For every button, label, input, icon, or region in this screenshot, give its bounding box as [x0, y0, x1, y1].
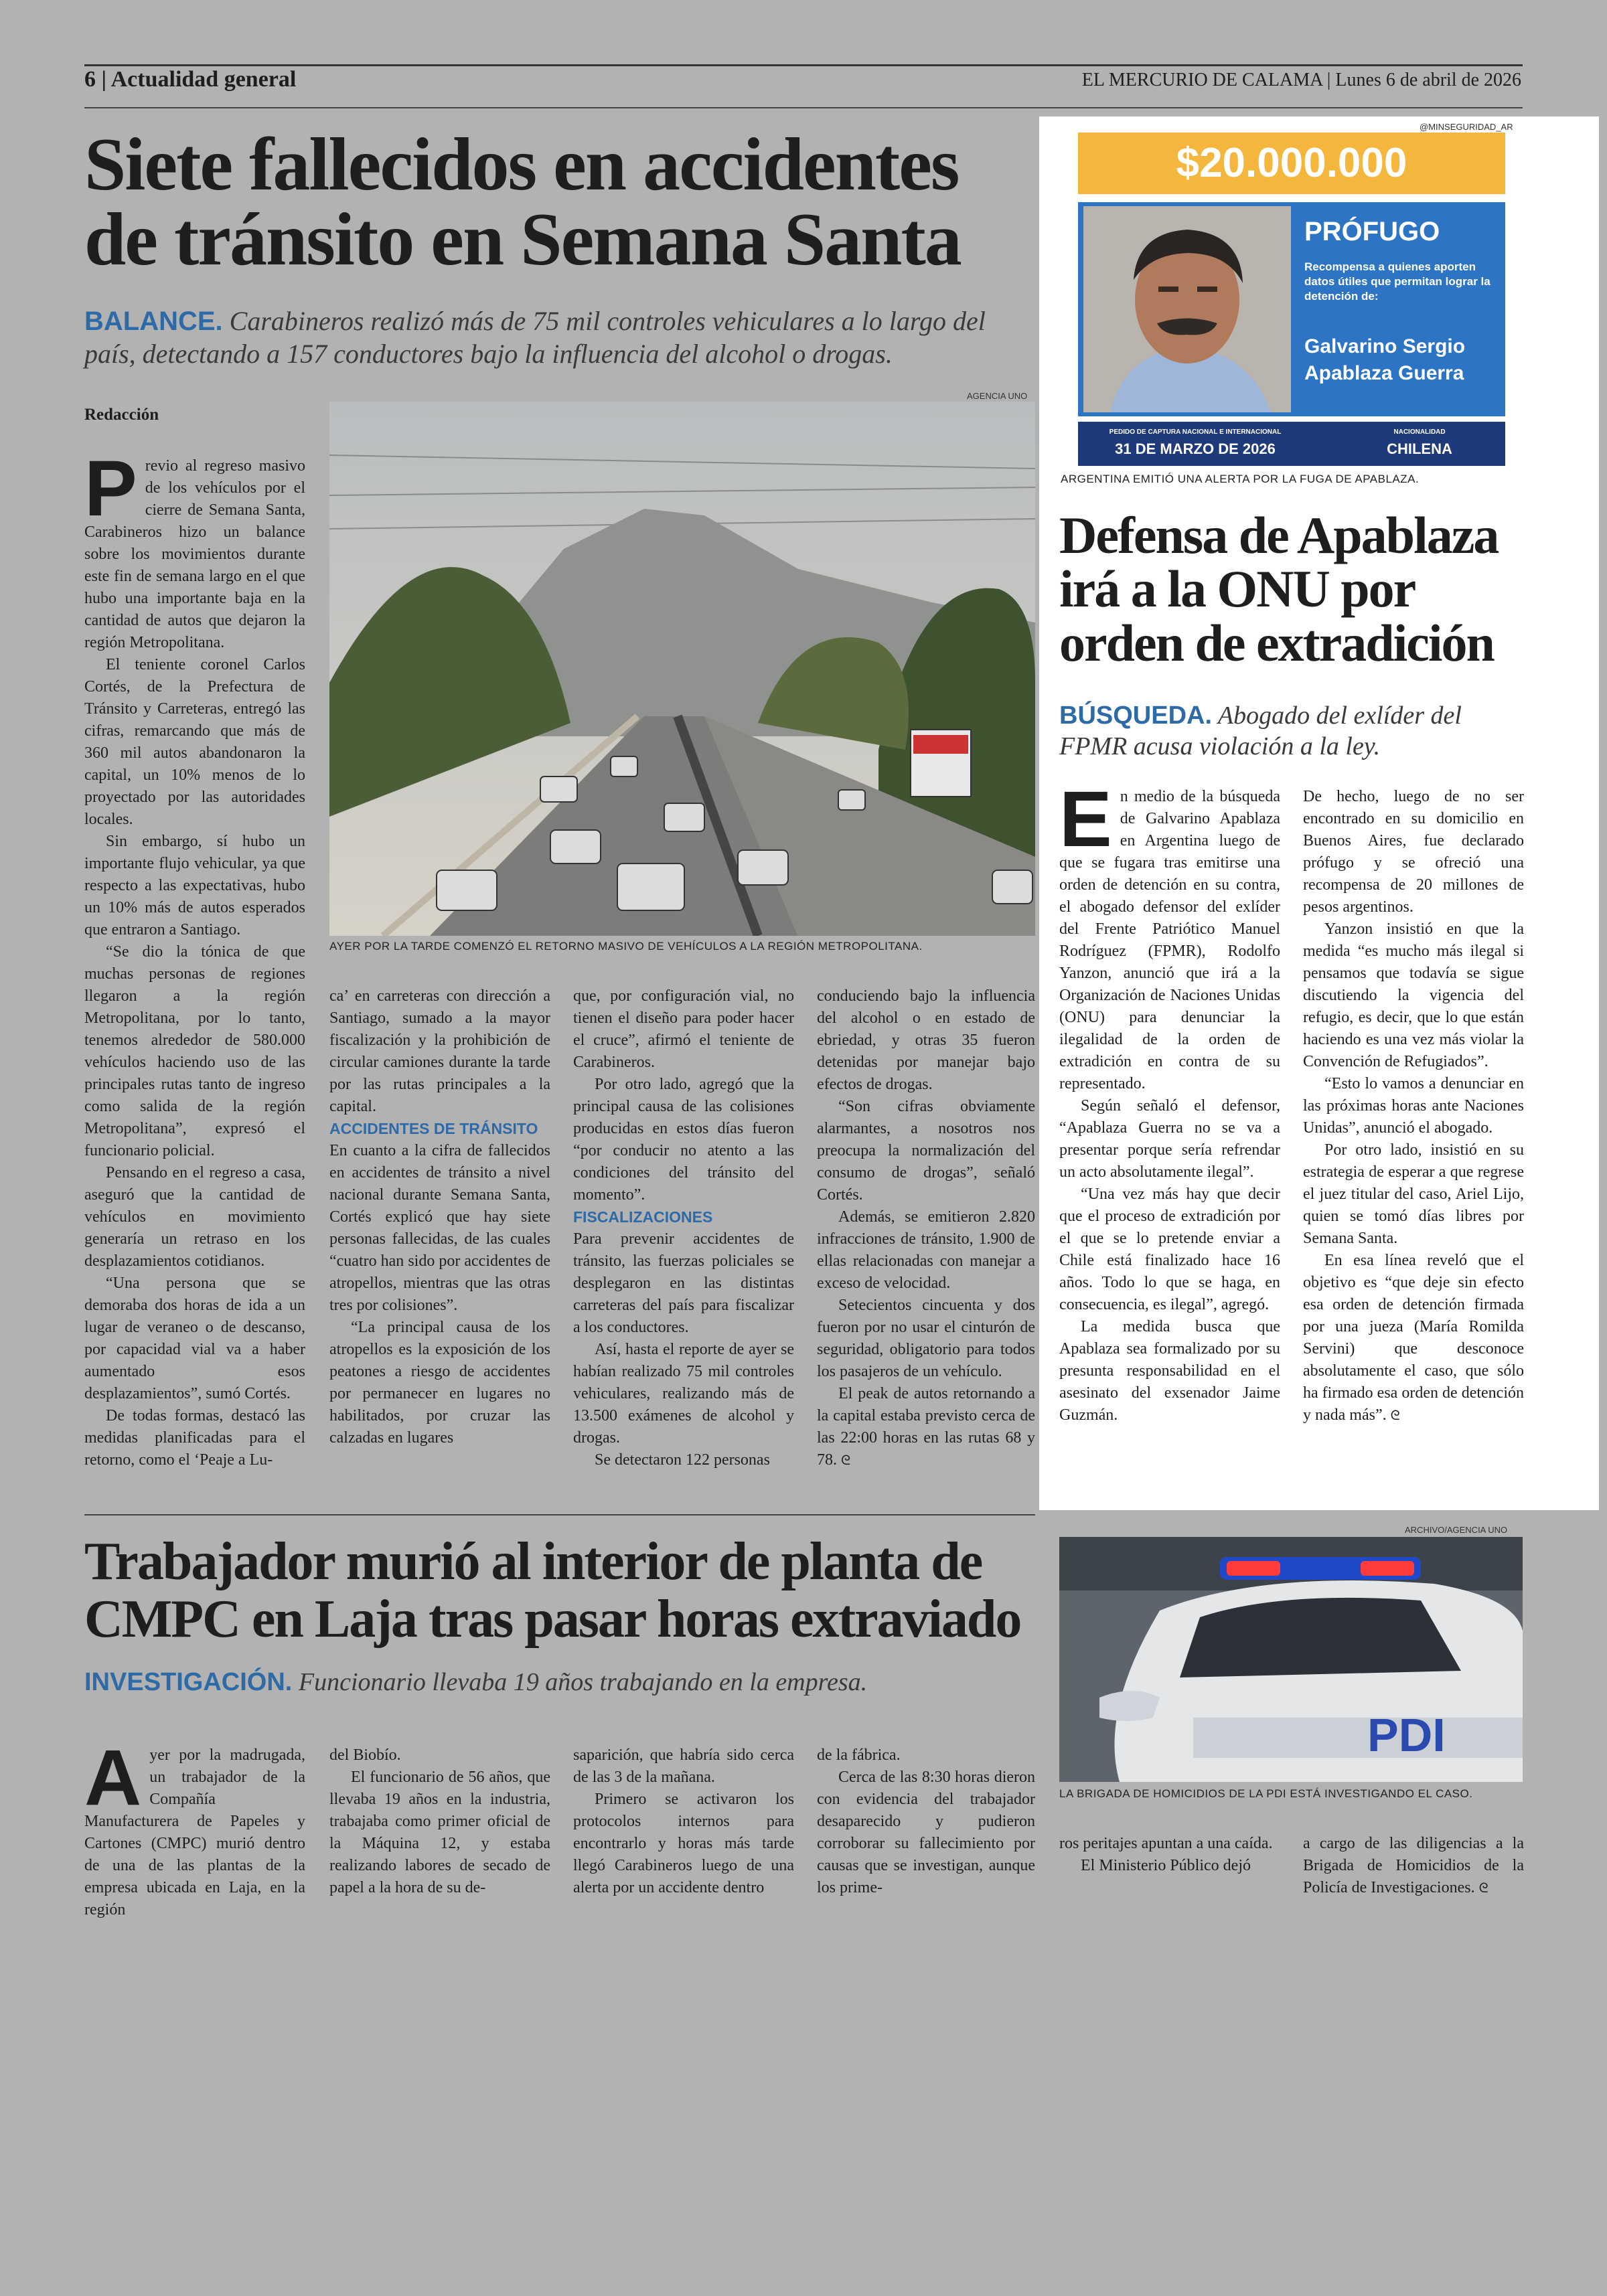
paragraph: En cuanto a la cifra de fallecidos en accidentes de tránsito a nivel nacional durante Semana Santa, Cortés explicó que hay siete personas fallecidas, de las cuales “cuatro han sido por accidentes de atropellos, mientras que las otras tres por colisiones”. [329, 1142, 550, 1314]
article1-column-2 [329, 985, 550, 1449]
paragraph: conduciendo bajo la influencia del alcohol o en estado de ebriedad, y otras 35 fueron detenidas por manejar bajo efectos de drogas. [817, 987, 1035, 1093]
paragraph-text: En esa línea reveló que el objetivo es “que deje sin efecto esa orden de detención firmada por una jueza (María Romilda Servini) que desconoce absolutamente el caso, que sólo ha firmado esa orden de detención y nada más”. [1303, 1252, 1524, 1424]
article3-column-3 [573, 1744, 794, 1899]
article1-title: Siete fallecidos en accidentes de tránsito en Semana Santa [84, 123, 961, 281]
paragraph: “Esto lo vamos a denunciar en las próximas horas ante Naciones Unidas”, anunció el abogado. [1303, 1075, 1524, 1137]
paragraph: El teniente coronel Carlos Cortés, de la Prefectura de Tránsito y Carreteras, entregó las cifras, remarcando que más de 360 mil autos abandonaron la capital, un 10% menos de lo proyectado por las autoridades locales. [84, 656, 305, 828]
poster-footer-left-label: PEDIDO DE CAPTURA NACIONAL E INTERNACIONAL [1109, 428, 1282, 436]
poster-name-line2: Apablaza Guerra [1304, 362, 1464, 384]
article1-column-4 [817, 985, 1035, 1471]
article2-column-2 [1303, 786, 1524, 1426]
paragraph: El Ministerio Público dejó [1081, 1857, 1251, 1874]
poster-footer [1078, 422, 1505, 466]
article3-lead [84, 1667, 1035, 1698]
highway-photo-svg [329, 402, 1035, 936]
article3-column-6 [1303, 1833, 1524, 1899]
header-top-rule [84, 64, 1523, 66]
article3-column-5 [1059, 1833, 1280, 1877]
article2-lead [1059, 700, 1521, 762]
paragraph: La medida busca que Apablaza sea formalizado por su presunta responsabilidad en el asesinato del exsenador Jaime Guzmán. [1059, 1318, 1280, 1424]
section-name: Actualidad general [110, 67, 297, 92]
article1-column-3 [573, 985, 794, 1471]
poster-footer-left-value: 31 DE MARZO DE 2026 [1115, 440, 1276, 457]
article3-title: Trabajador murió al interior de planta de CMPC en Laja tras pasar horas extraviado [84, 1532, 1021, 1649]
article1-lead [84, 305, 1035, 371]
article1-subhead-fiscalizaciones: FISCALIZACIONES [573, 1208, 713, 1226]
paragraph: Además, se emitieron 2.820 infracciones de tránsito, 1.900 de ellas relacionadas con manejar a exceso de velocidad. [817, 1208, 1035, 1292]
paragraph: Así, hasta el reporte de ayer se habían realizado 75 mil controles vehiculares, realizando más de 13.500 exámenes de alcohol y drogas. [573, 1341, 794, 1447]
end-mark-icon: ᘓ [841, 1452, 851, 1468]
poster-reward: $20.000.000 [1078, 133, 1505, 194]
page-header-left: 6 | Actualidad general [84, 67, 297, 92]
end-mark-icon: ᘓ [1478, 1880, 1488, 1896]
article1-subhead-accidentes: ACCIDENTES DE TRÁNSITO [329, 1120, 538, 1137]
paragraph: del Biobío. [329, 1746, 401, 1764]
article1-byline: Redacción [84, 406, 159, 424]
paragraph: que, por configuración vial, no tienen el diseño para poder hacer el cruce”, afirmó el teniente de Carabineros. [573, 987, 794, 1071]
paragraph: Yanzon insistió en que la medida “es mucho más ilegal si pensamos que todavía se sigue discutiendo la vigencia del refugio, es decir, que lo que están haciendo es una vez más violar la Convención de Refugiados”. [1303, 920, 1524, 1070]
article3-photo [1059, 1537, 1523, 1782]
paragraph: De todas formas, destacó las medidas planificadas para el retorno, como el ‘Peaje a Lu- [84, 1407, 305, 1469]
paragraph: “Son cifras obviamente alarmantes, a nosotros nos preocupa la normalización del consumo de drogas”, señaló Cortés. [817, 1098, 1035, 1204]
paragraph: de la fábrica. [817, 1746, 901, 1764]
article3-photo-credit: ARCHIVO/AGENCIA UNO [1405, 1525, 1508, 1535]
end-mark-icon: ᘓ [1390, 1407, 1400, 1423]
article2-title: Defensa de Apablaza irá a la ONU por orden de extradición [1059, 506, 1499, 672]
paragraph: Sin embargo, sí hubo un importante flujo vehicular, ya que respecto a las expectativas, hubo un 10% más de autos esperados que entraron a Santiago. [84, 833, 305, 938]
poster-name [1304, 333, 1465, 387]
article3-column-4 [817, 1744, 1035, 1899]
poster-reward-text: Recompensa a quienes aporten datos útiles que permitan lograr la detención de: [1304, 260, 1490, 303]
article3-photo-caption: LA BRIGADA DE HOMICIDIOS DE LA PDI ESTÁ INVESTIGANDO EL CASO. [1059, 1787, 1473, 1800]
paragraph: Pensando en el regreso a casa, aseguró que la cantidad de vehículos en movimiento generaría un retraso en los desplazamientos cotidianos. [84, 1164, 305, 1270]
paragraph [817, 1383, 1035, 1471]
poster-status: PRÓFUGO [1304, 217, 1440, 246]
poster-name-line1: Galvarino Sergio [1304, 335, 1466, 357]
article1-column-1 [84, 444, 305, 1471]
paragraph: n medio de la búsqueda de Galvarino Apablaza en Argentina luego de que se fugara tras emitirse una orden de detención en su contra, el abogado defensor del exlíder del Frente Patriótico Manuel Rodríguez (FPMR), Rodolfo Yanzon, anunció que irá a la Organización de Naciones Unidas (ONU) para denunciar la ilegalidad de la orden de extradición en contra de su representado. [1059, 788, 1280, 1092]
paragraph: Primero se activaron los protocolos internos para encontrarlo y horas más tarde llegó Carabineros luego de una alerta por un accidente dentro [573, 1791, 794, 1896]
article2-column-1 [1059, 775, 1280, 1426]
poster-handle: @MINSEGURIDAD_AR [1420, 122, 1513, 132]
issue-date: Lunes 6 de abril de 2026 [1335, 70, 1521, 90]
newspaper-name: EL MERCURIO DE CALAMA [1081, 70, 1322, 90]
article1-dropcap: P [84, 444, 137, 533]
poster-caption: ARGENTINA EMITIÓ UNA ALERTA POR LA FUGA DE APABLAZA. [1061, 473, 1420, 485]
paragraph: Para prevenir accidentes de tránsito, las fuerzas policiales se desplegaron en las distintas carreteras del país para fiscalizar a los conductores. [573, 1230, 794, 1336]
poster-footer-right-value: CHILENA [1387, 440, 1452, 457]
vehicle-lettering: PDI [1367, 1709, 1446, 1761]
page-number: 6 [84, 67, 96, 92]
article1-lead-label: BALANCE. [84, 307, 223, 336]
article3-lead-label: INVESTIGACIÓN. [84, 1668, 293, 1696]
paragraph [1303, 1250, 1524, 1426]
article1-photo [329, 402, 1035, 936]
article3-column-2 [329, 1744, 550, 1899]
paragraph: Por otro lado, insistió en su estrategia de esperar a que regrese el juez titular del caso, Ariel Lijo, quien se tomó días libres por Semana Santa. [1303, 1141, 1524, 1247]
police-car-photo-svg [1059, 1537, 1523, 1782]
paragraph: El funcionario de 56 años, que llevaba 19 años en la industria, trabajaba como primer oficial de la Máquina 12, y estaba realizando labores de secado de papel a la hora de su de- [329, 1769, 550, 1896]
paragraph: “La principal causa de los atropellos es la exposición de los peatones a riesgo de accidentes por permanecer en lugares no habilitados, por cruzar las calzadas en lugares [329, 1319, 550, 1447]
article2-lead-label: BÚSQUEDA. [1059, 702, 1213, 730]
article1-photo-caption: AYER POR LA TARDE COMENZÓ EL RETORNO MASIVO DE VEHÍCULOS A LA REGIÓN METROPOLITANA. [329, 940, 923, 953]
paragraph: Cerca de las 8:30 horas dieron con evidencia del trabajador desaparecido y pudieron corroborar su fallecimiento por causas que se investigan, aunque los prime- [817, 1769, 1035, 1896]
paragraph: ros peritajes apuntan a una caída. [1059, 1835, 1273, 1852]
paragraph [1303, 1833, 1524, 1899]
paragraph-text: El peak de autos retornando a la capital estaba previsto cerca de las 22:00 horas en las rutas 68 y 78. [817, 1385, 1035, 1469]
page-header-right: EL MERCURIO DE CALAMA | Lunes 6 de abril de 2026 [1081, 70, 1521, 90]
paragraph: Se detectaron 122 personas [595, 1451, 770, 1469]
poster-footer-right-label: NACIONALIDAD [1393, 428, 1446, 436]
suspect-photo [1083, 206, 1291, 412]
article2-dropcap: E [1059, 775, 1112, 864]
article3-column-1 [84, 1734, 305, 1921]
paragraph: Según señaló el defensor, “Apablaza Guerra no se va a presentar porque sería refrendar un acto absolutamente ilegal”. [1059, 1097, 1280, 1181]
paragraph: Setecientos cincuenta y dos fueron por no usar el cinturón de seguridad, obligatorio para todos los pasajeros de un vehículo. [817, 1297, 1035, 1380]
paragraph: yer por la madrugada, un trabajador de la Compañía Manufacturera de Papeles y Cartones (CMPC) murió dentro de una de las plantas de la empresa ubicada en Laja, en la región [84, 1746, 305, 1918]
paragraph: De hecho, luego de no ser encontrado en su domicilio en Buenos Aires, fue declarado prófugo y se ofreció una recompensa de 20 millones de pesos argentinos. [1303, 788, 1524, 916]
article3-top-rule [84, 1514, 1035, 1515]
article3-lead-text: Funcionario llevaba 19 años trabajando en la empresa. [298, 1668, 868, 1696]
wanted-poster [1078, 133, 1505, 466]
paragraph: ca’ en carreteras con dirección a Santiago, sumado a la mayor fiscalización y la prohibición de circular camiones durante la tarde por las rutas principales a la capital. [329, 987, 550, 1115]
header-bottom-rule [84, 107, 1523, 108]
article1-lead-text: Carabineros realizó más de 75 mil controles vehiculares a lo largo del país, detectando a 157 conductores bajo la influencia del alcohol o drogas. [84, 306, 986, 369]
article2-lead-text: Abogado del exlíder del FPMR acusa violación a la ley. [1059, 702, 1462, 761]
article1-photo-credit: AGENCIA UNO [967, 391, 1028, 401]
paragraph: “Una persona que se demoraba dos horas de ida a un lugar de veraneo o de descanso, por capacidad vial va a haber aumentado esos desplazamientos”, sumó Cortés. [84, 1275, 305, 1402]
paragraph: “Una vez más hay que decir que el proceso de extradición por el que se lo pretende enviar a Chile está finalizado hace 16 años. Todo lo que se haga, en consecuencia, es ilegal”, agregó. [1059, 1185, 1280, 1313]
paragraph: saparición, que habría sido cerca de las 3 de la mañana. [573, 1746, 794, 1786]
paragraph: Por otro lado, agregó que la principal causa de las colisiones producidas en estos días fueron “por conducir no atento a las condiciones del tránsito del momento”. [573, 1076, 794, 1204]
paragraph: revio al regreso masivo de los vehículos por el cierre de Semana Santa, Carabineros hizo un balance sobre los movimientos durante este fin de semana largo en el que hubo una importante baja en la cantidad de autos que dejaron la región Metropolitana. [84, 457, 305, 651]
paragraph: “Se dio la tónica de que muchas personas de regiones llegaron a la región Metropolitana, por lo tanto, tenemos alrededor de 580.000 vehículos haciendo uso de las principales rutas tanto de ingreso como salida de la región Metropolitana”, expresó el funcionario policial. [84, 943, 305, 1159]
article3-dropcap: A [84, 1734, 142, 1822]
suspect-portrait-svg [1083, 206, 1291, 412]
paragraph-text: a cargo de las diligencias a la Brigada de Homicidios de la Policía de Investigaciones. [1303, 1835, 1524, 1896]
